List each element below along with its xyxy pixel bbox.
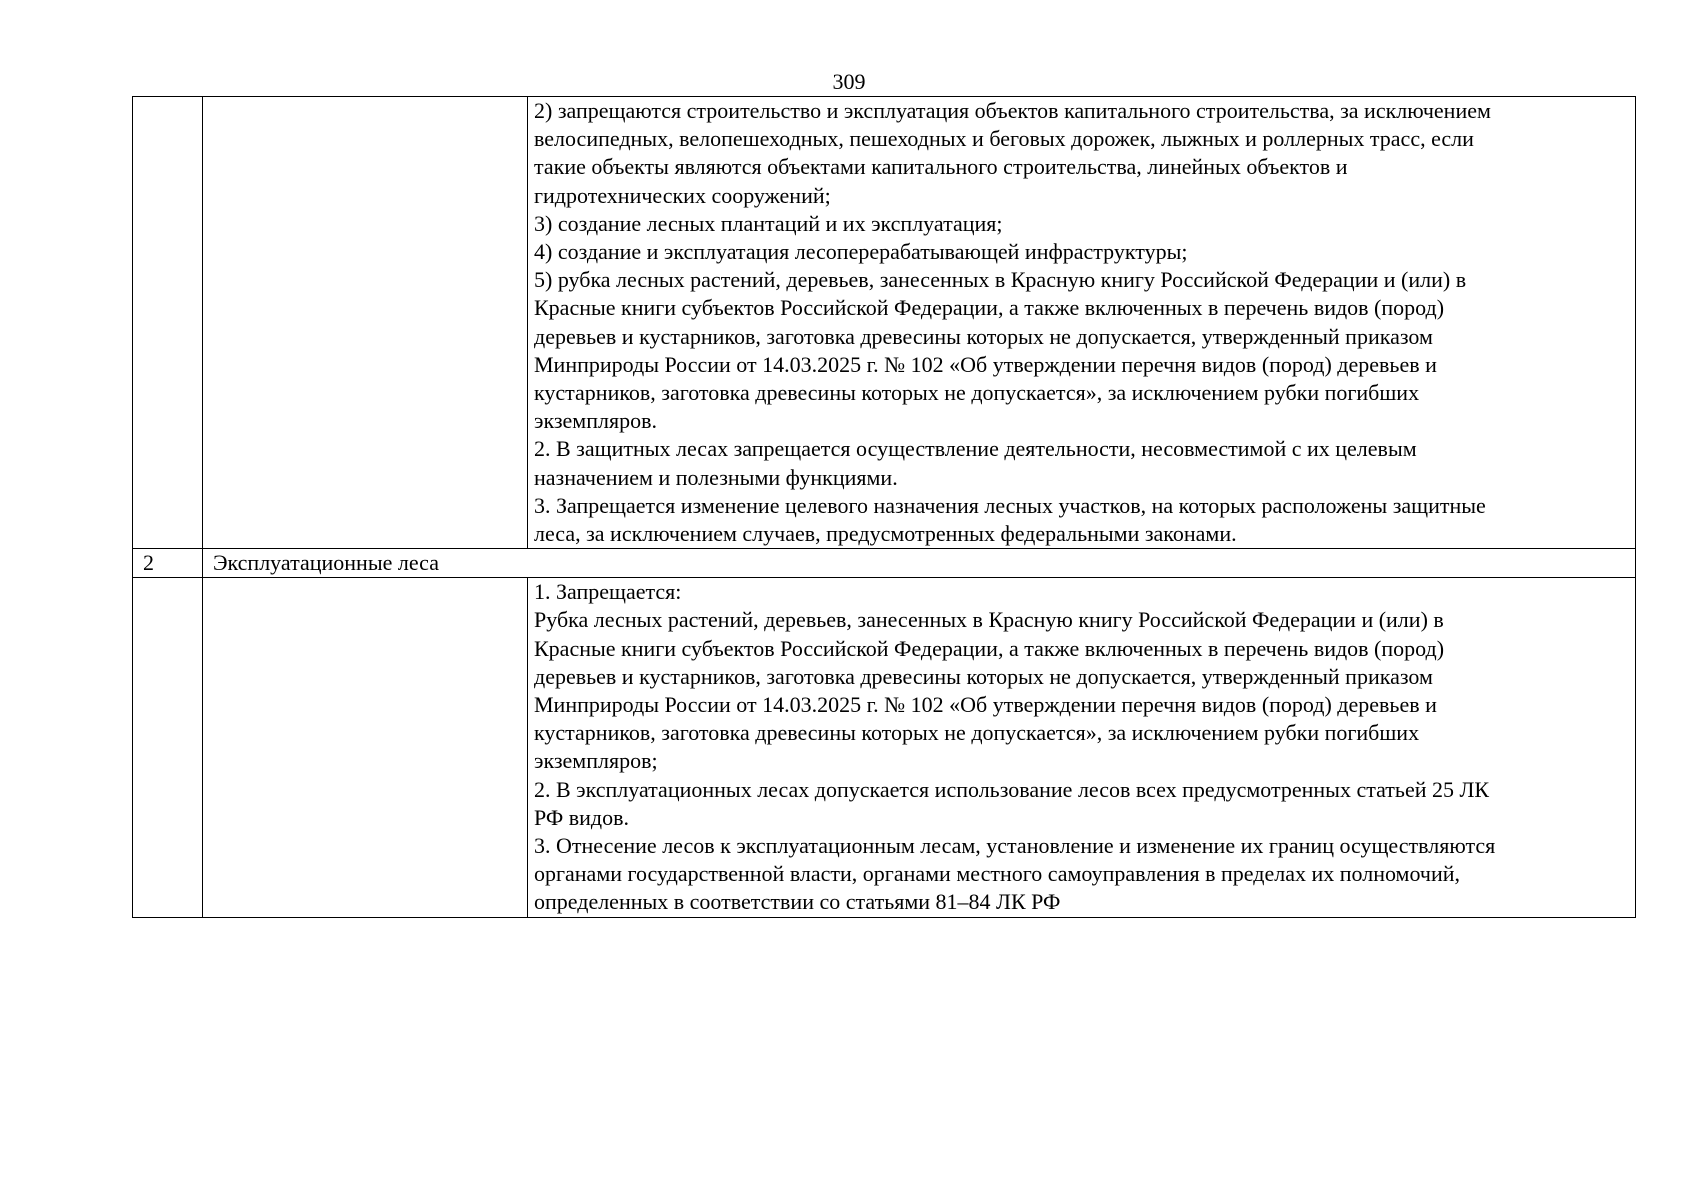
text-line: 2. В эксплуатационных лесах допускается использование лесов всех предусмотренных статьей 25 ЛК [534, 776, 1490, 802]
rules-text [534, 97, 1629, 548]
text-line: 1. Запрещается: [534, 579, 682, 605]
text-line: 5) рубка лесных растений, деревьев, занесенных в Красную книгу Российской Федерации и (или) в [534, 267, 1467, 293]
rules-cell [528, 578, 1636, 917]
category-cell [203, 578, 528, 917]
text-line: кустарников, заготовка древесины которых не допускается», за исключением рубки погибших [534, 380, 1420, 406]
row-number-cell [133, 97, 203, 549]
text-line: определенных в соответствии со статьями 81–84 ЛК РФ [534, 889, 1061, 915]
text-line: РФ видов. [534, 804, 629, 830]
text-line: леса, за исключением случаев, предусмотренных федеральными законами. [534, 521, 1237, 547]
text-line: назначением и полезными функциями. [534, 464, 898, 490]
text-line: 3) создание лесных плантаций и их эксплуатация; [534, 210, 1003, 236]
text-line: 4) создание и эксплуатация лесоперерабатывающей инфраструктуры; [534, 239, 1188, 265]
text-line: экземпляров; [534, 748, 658, 774]
section-title: Эксплуатационные леса [203, 549, 1636, 578]
text-line: гидротехнических сооружений; [534, 182, 831, 208]
table-row-protected-forest-rules [133, 97, 1636, 549]
text-line: деревьев и кустарников, заготовка древесины которых не допускается, утвержденный приказом [534, 663, 1433, 689]
text-line: Красные книги субъектов Российской Федерации, а также включенных в перечень видов (пород) [534, 635, 1445, 661]
rules-cell [528, 97, 1636, 549]
text-line: Красные книги субъектов Российской Федерации, а также включенных в перечень видов (пород) [534, 295, 1445, 321]
text-line: кустарников, заготовка древесины которых не допускается», за исключением рубки погибших [534, 720, 1420, 746]
text-line: Рубка лесных растений, деревьев, занесенных в Красную книгу Российской Федерации и (или) в [534, 607, 1444, 633]
text-line: органами государственной власти, органами местного самоуправления в пределах их полномочий, [534, 861, 1461, 887]
text-line: деревьев и кустарников, заготовка древесины которых не допускается, утвержденный приказом [534, 323, 1433, 349]
text-line: 3. Отнесение лесов к эксплуатационным лесам, установление и изменение их границ осуществляются [534, 833, 1496, 859]
text-line: Минприроды России от 14.03.2025 г. № 102 «Об утверждении перечня видов (пород) деревьев и [534, 692, 1437, 718]
category-cell [203, 97, 528, 549]
text-line: 3. Запрещается изменение целевого назначения лесных участков, на которых расположены защитные [534, 492, 1486, 518]
text-line: такие объекты являются объектами капитального строительства, линейных объектов и [534, 154, 1348, 180]
table-row-section-2 [133, 549, 1636, 578]
text-line: 2) запрещаются строительство и эксплуатация объектов капитального строительства, за исключением [534, 98, 1491, 123]
text-line: велосипедных, велопешеходных, пешеходных и беговых дорожек, лыжных и роллерных трасс, если [534, 126, 1474, 152]
text-line: Минприроды России от 14.03.2025 г. № 102 «Об утверждении перечня видов (пород) деревьев и [534, 351, 1437, 377]
rules-text [534, 578, 1629, 916]
section-number: 2 [133, 549, 203, 578]
table-row-exploitation-forest-rules [133, 578, 1636, 917]
regulation-table [132, 96, 1636, 918]
text-line: 2. В защитных лесах запрещается осуществление деятельности, несовместимой с их целевым [534, 436, 1417, 462]
page-number: 309 [832, 69, 866, 94]
text-line: экземпляров. [534, 408, 657, 434]
row-number-cell [133, 578, 203, 917]
